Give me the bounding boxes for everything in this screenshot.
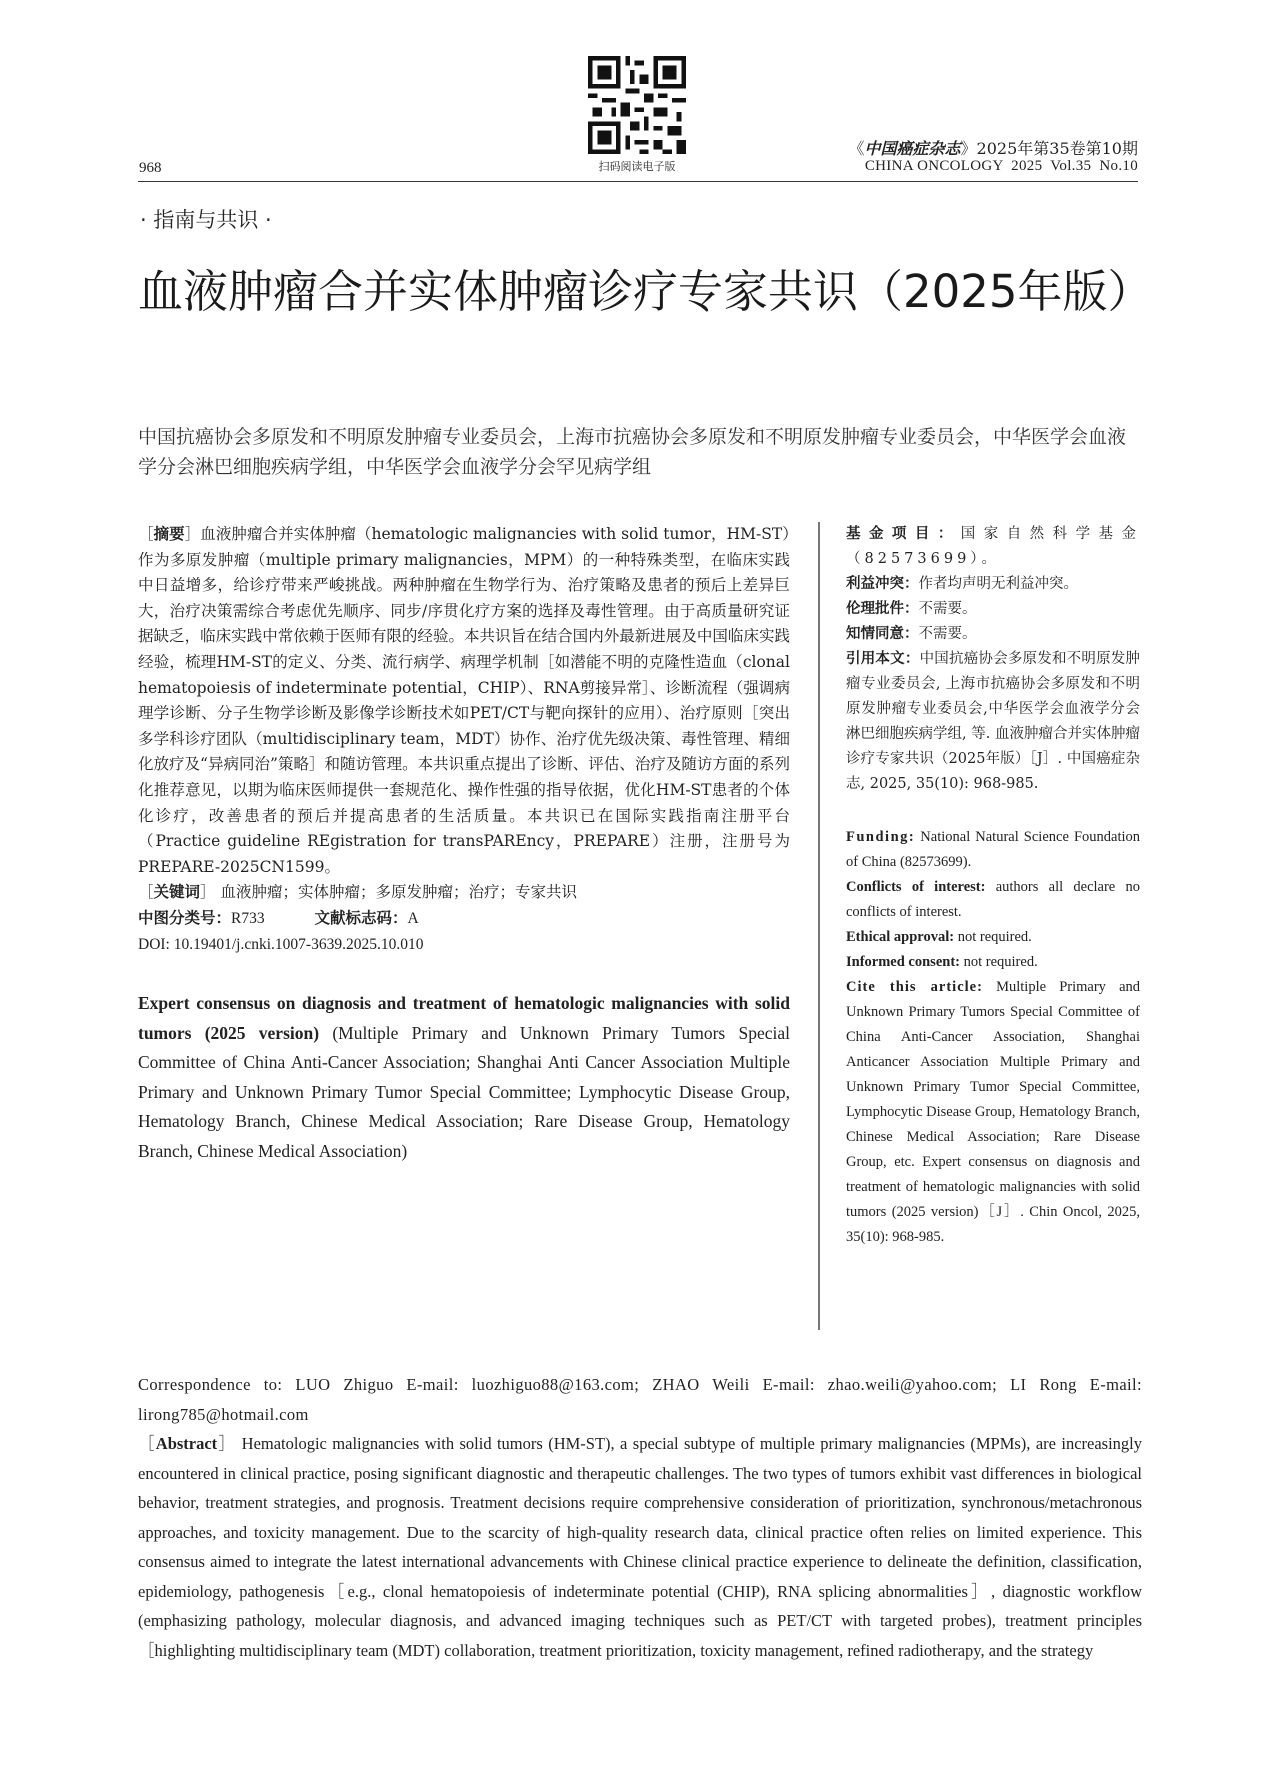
funding-info-en xyxy=(846,825,1140,875)
clc-value: R733 xyxy=(231,909,265,927)
keywords-cn-text: 血液肿瘤；实体肿瘤；多原发肿瘤；治疗；专家共识 xyxy=(220,883,577,902)
abstract-cn-label: 摘要 xyxy=(153,525,185,543)
fund-info-cn xyxy=(846,522,1140,572)
english-title-block xyxy=(138,989,790,1166)
ethics-label-en: Ethical approval: xyxy=(846,929,955,945)
consent-info-en xyxy=(846,950,1140,975)
conflict-label-en: Conflicts of interest: xyxy=(846,879,986,895)
abstract-en-label: Abstract xyxy=(155,1434,218,1453)
fund-text-cn: 国家自然科学基金（82573699）。 xyxy=(846,526,1141,567)
consent-text-en: not required. xyxy=(963,954,1038,970)
cite-text-cn: 中国抗癌协会多原发和不明原发肿瘤专业委员会, 上海市抗癌协会多原发和不明原发肿瘤专业委员会,中华医学会血液学分会淋巴细胞疾病学组, 等. 血液肿瘤合并实体肿瘤诊疗专家共识（2025年版）［J］. 中国癌症杂志, 2025, 35(10): 968-985. xyxy=(846,651,1141,792)
doc-code-label: 文献标志码： xyxy=(314,908,408,927)
doc-code-value: A xyxy=(407,909,419,927)
conflict-text-en: authors all declare no conflicts of interest. xyxy=(846,879,1140,920)
journal-issue-cn: 《中国癌症杂志》2025年第35卷第10期 xyxy=(848,139,1138,158)
qr-caption: 扫码阅读电子版 xyxy=(598,160,676,173)
cite-info-en xyxy=(846,975,1140,1250)
header-rule xyxy=(138,181,1138,182)
abstract-cn: ［摘要］血液肿瘤合并实体肿瘤（hematologic malignancies with solid tumor，HM-ST）作为多原发肿瘤（multiple primary malignancies，MPM）的一种特殊类型，在临床实践中日益增多，给诊疗带来严峻挑战。两种肿瘤在生物学行为、治疗策略及患者的预后上差异巨大，治疗决策需综合考虑优先顺序、同步/序贯化疗方案的选择及毒性管理。由于高质量研究证据缺乏，临床实践中常依赖于医师有限的经验。本共识旨在结合国内外最新进展及中国临床实践经验，梳理HM-ST的定义、分类、流行病学、病理学机制［如潜能不明的克隆性造血（clonal hematopoiesis of indeterminate potential，CHIP）、RNA剪接异常］、诊断流程（强调病理学诊断、分子生物学诊断及影像学诊断技术如PET/CT与靶向探针的应用）、治疗原则［突出多学科诊疗团队（multidisciplinary team，MDT）协作、治疗优先级决策、毒性管理、精细化放疗及“异病同治”策略］和随访管理。本共识重点提出了诊断、评估、治疗及随访方面的系列化推荐意见，以期为临床医师提供一套规范化、操作性强的指导依据，优化HM-ST患者的个体化诊疗，改善患者的预后并提高患者的生活质量。本共识已在国际实践指南注册平台（Practice guideline REgistration for transPAREncy，PREPARE）注册，注册号为PREPARE-2025CN1599。 xyxy=(138,525,790,876)
funding-text-en: National Natural Science Foundation of China (82573699). xyxy=(846,829,1140,870)
abstract-en: ［Abstract］ Hematologic malignancies with solid tumors (HM-ST), a special subtype of multiple primary malignancies (MPMs), are increasingly encountered in clinical practice, posing significant diagnostic and therapeutic challenges. The two types of tumors exhibit vast differences in biological behavior, treatment strategies, and prognosis. Treatment decisions require comprehensive consideration of prioritization, synchronous/metachronous approaches, and toxicity management. Due to the scarcity of high-quality research data, clinical practice often relies on limited experience. This consensus aimed to integrate the latest international advancements with Chinese clinical practice experience to delineate the definition, classification, epidemiology, pathogenesis［e.g., clonal hematopoiesis of indeterminate potential (CHIP), RNA splicing abnormalities］, diagnostic workflow (emphasizing pathology, molecular diagnosis, and advanced imaging techniques such as PET/CT with targeted probes), treatment principles［highlighting multidisciplinary team (MDT) collaboration, treatment prioritization, toxicity management, refined radiotherapy, and the strategy xyxy=(138,1434,1143,1660)
english-abstract-section xyxy=(138,1370,1142,1665)
conflict-label-cn: 利益冲突： xyxy=(846,576,919,592)
clc-label: 中图分类号： xyxy=(138,908,232,927)
ethics-text-en: not required. xyxy=(957,929,1032,945)
keywords-cn-label: 关键词 xyxy=(153,883,201,902)
keywords-cn: ［关键词］ 血液肿瘤；实体肿瘤；多原发肿瘤；治疗；专家共识 xyxy=(138,883,577,902)
conflict-info-en xyxy=(846,875,1140,925)
cite-info-cn xyxy=(846,647,1140,797)
page-number: 968 xyxy=(139,160,162,176)
doi: DOI: 10.19401/j.cnki.1007-3639.2025.10.010 xyxy=(138,935,424,953)
authors-cn: 中国抗癌协会多原发和不明原发肿瘤专业委员会，上海市抗癌协会多原发和不明原发肿瘤专业委员会，中华医学会血液学分会淋巴细胞疾病学组，中华医学会血液学分会罕见病学组 xyxy=(138,426,1127,478)
column-divider xyxy=(818,522,820,1330)
abstract-en-text: Hematologic malignancies with solid tumors (HM-ST), a special subtype of multiple primary malignancies (MPMs), are increasingly encountered in clinical practice, posing significant diagnostic and therapeutic challenges. The two types of tumors exhibit vast differences in biological behavior, treatment strategies, and prognosis. Treatment decisions require comprehensive consideration of prioritization, synchronous/metachronous approaches, and toxicity management. Due to the scarcity of high-quality research data, clinical practice often relies on limited experience. This consensus aimed to integrate the latest international advancements with Chinese clinical practice experience to delineate the definition, classification, epidemiology, pathogenesis［e.g., clonal hematopoiesis of indeterminate potential (CHIP), RNA splicing abnormalities］, diagnostic workflow (emphasizing pathology, molecular diagnosis, and advanced imaging techniques such as PET/CT with targeted probes), treatment principles［highlighting multidisciplinary team (MDT) collaboration, treatment prioritization, toxicity management, refined radiotherapy, and the strategy xyxy=(138,1434,1143,1660)
ethics-text-cn: 不需要。 xyxy=(918,601,977,617)
ethics-label-cn: 伦理批件： xyxy=(846,601,919,617)
journal-name-cn: 中国癌症杂志 xyxy=(864,139,961,158)
article-title-en: Expert consensus on diagnosis and treatment of hematologic malignancies with solid tumors (2025 version) xyxy=(138,993,790,1043)
article-title-cn: 血液肿瘤合并实体肿瘤诊疗专家共识（2025年版） xyxy=(138,265,1153,318)
sidebar-column xyxy=(846,522,1140,1250)
ethics-info-cn xyxy=(846,597,1140,622)
consent-text-cn: 不需要。 xyxy=(918,626,977,642)
qr-code xyxy=(588,56,686,154)
consent-label-cn: 知情同意： xyxy=(846,626,919,642)
abstract-cn-text: 血液肿瘤合并实体肿瘤（hematologic malignancies with solid tumor，HM-ST）作为多原发肿瘤（multiple primary malignancies，MPM）的一种特殊类型，在临床实践中日益增多，给诊疗带来严峻挑战。两种肿瘤在生物学行为、治疗策略及患者的预后上差异巨大，治疗决策需综合考虑优先顺序、同步/序贯化疗方案的选择及毒性管理。由于高质量研究证据缺乏，临床实践中常依赖于医师有限的经验。本共识旨在结合国内外最新进展及中国临床实践经验，梳理HM-ST的定义、分类、流行病学、病理学机制［如潜能不明的克隆性造血（clonal hematopoiesis of indeterminate potential，CHIP）、RNA剪接异常］、诊断流程（强调病理学诊断、分子生物学诊断及影像学诊断技术如PET/CT与靶向探针的应用）、治疗原则［突出多学科诊疗团队（multidisciplinary team，MDT）协作、治疗优先级决策、毒性管理、精细化放疗及“异病同治”策略］和随访管理。本共识重点提出了诊断、评估、治疗及随访方面的系列化推荐意见，以期为临床医师提供一套规范化、操作性强的指导依据，优化HM-ST患者的个体化诊疗，改善患者的预后并提高患者的生活质量。本共识已在国际实践指南注册平台（Practice guideline REgistration for transPAREncy，PREPARE）注册，注册号为PREPARE-2025CN1599。 xyxy=(138,525,790,876)
section-label: · 指南与共识 · xyxy=(140,208,272,232)
funding-label-en: Funding: xyxy=(846,829,916,845)
cite-label-en: Cite this article: xyxy=(846,979,983,995)
correspondence: Correspondence to: LUO Zhiguo E-mail: luozhiguo88@163.com; ZHAO Weili E-mail: zhao.weili@yahoo.com; LI Rong E-mail: lirong785@hotmail.com xyxy=(138,1375,1142,1424)
consent-label-en: Informed consent: xyxy=(846,954,960,970)
consent-info-cn xyxy=(846,622,1140,647)
fund-label-cn: 基金项目： xyxy=(846,526,961,542)
journal-issue-cn-text: 2025年第35卷第10期 xyxy=(976,139,1138,158)
conflict-text-cn: 作者均声明无利益冲突。 xyxy=(918,576,1078,592)
conflict-info-cn xyxy=(846,572,1140,597)
journal-issue-en: CHINA ONCOLOGY 2025 Vol.35 No.10 xyxy=(864,158,1138,174)
classification-line xyxy=(138,906,790,932)
cite-label-cn: 引用本文： xyxy=(846,651,920,667)
ethics-info-en xyxy=(846,925,1140,950)
main-column xyxy=(138,522,790,1184)
authors-en: (Multiple Primary and Unknown Primary Tumors Special Committee of China Anti-Cancer Association; Shanghai Anti Cancer Association Multiple Primary and Unknown Primary Tumor Special Committee; Lymphocytic Disease Group, Hematology Branch, Chinese Medical Association; Rare Disease Group, Hematology Branch, Chinese Medical Association) xyxy=(138,1022,790,1161)
cite-text-en: Multiple Primary and Unknown Primary Tumors Special Committee of China Anti-Cancer Association, Shanghai Anticancer Association Multiple Primary and Unknown Primary Tumor Special Committee, Lymphocytic Disease Group, Hematology Branch, Chinese Medical Association; Rare Disease Group, etc. Expert consensus on diagnosis and treatment of hematologic malignancies with solid tumors (2025 version)［J］. Chin Oncol, 2025, 35(10): 968-985. xyxy=(846,979,1141,1245)
